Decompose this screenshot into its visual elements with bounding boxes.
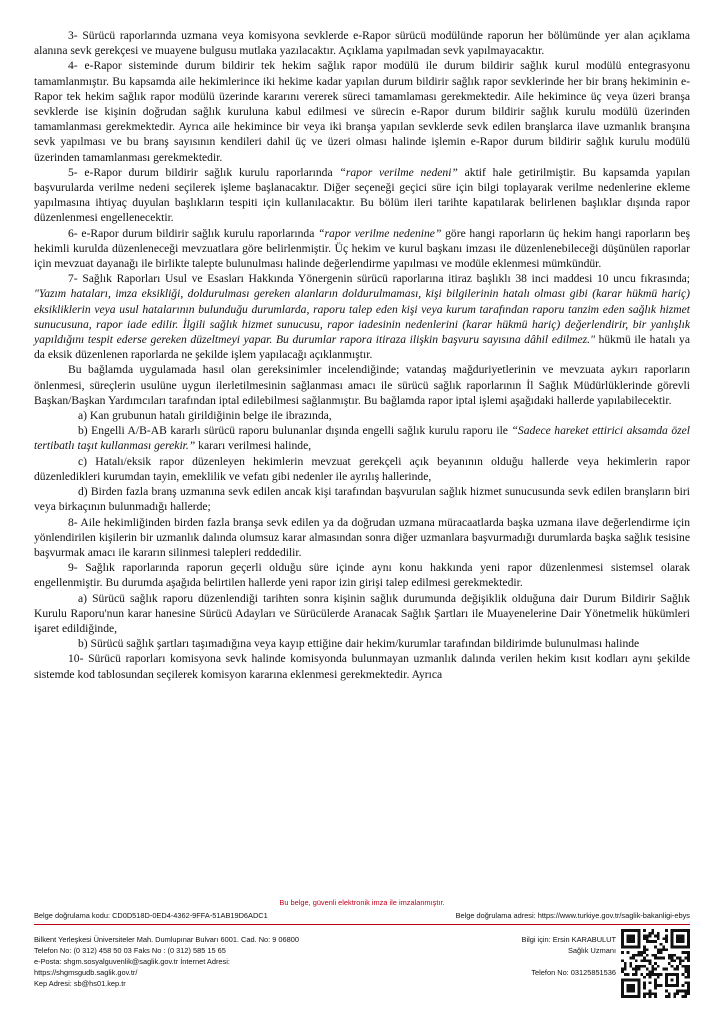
contact-person: Bilgi için: Ersin KARABULUT: [521, 935, 616, 944]
p7-text-c: hükmü ile hatalı ya da eksik düzenlenen raporlarda ne şekilde işlem yapılacağı açıklanmıştır.: [34, 333, 690, 362]
list-item-c: c) Hatalı/eksik rapor düzenleyen hekimlerin mevzuat gerekçeli açık beyanının olduğu hallerde veya hekimlerin rapor düzenledikleri kurumdan tayin, emeklilik ve vefatı gibi nedenler ile ayrılış hallerinde,: [34, 454, 690, 483]
paragraph-8: 8- Aile hekimliğinden birden fazla branşa sevk edilen ya da doğrudan uzmana müracaatlarda başka uzmana ilave değerlendirme için yönlendirilen kişilerin bir uzmanlık dalında olumsuz karar almasından sonra diğer uzmanlara başvurmadığı durumlarda başka sağlık tesisine başvurmak amacı ile kararın silinmesi talepleri reddedilir.: [34, 515, 690, 559]
verification-row: [34, 911, 690, 920]
footer-email[interactable]: e-Posta: shgm.sosyalguvenlik@saglik.gov.tr İnternet Adresi:: [34, 957, 230, 966]
qr-code-icon: [621, 929, 690, 998]
document-body: [34, 28, 690, 682]
p7-text-a: 7- Sağlık Raporları Usul ve Esasları Hakkında Yönergenin sürücü raporlarına itiraz başlıklı 38 inci maddesi 10 uncu fıkrasında;: [68, 272, 690, 286]
paragraph-9: 9- Sağlık raporlarında raporun geçerli olduğu süre içinde aynı konu hakkında yeni rapor düzenlenmesi sistemsel olarak engellenmiştir. Bu durumda aşağıda belirtilen hallerde yeni rapor izin girişi talep edilmesi gerekmektedir.: [34, 561, 690, 590]
footer-kep: Kep Adresi: sb@hs01.kep.tr: [34, 979, 126, 988]
p6-text-a: 6- e-Rapor durum bildirir sağlık kurulu raporlarında: [68, 226, 319, 240]
p5-text-c: aktif hale getirilmiştir. Bu kapsamda yapılan başvurularda verilme nedeni seçilerek işleme başlanacaktır. Diğer seçeneği geçici süre için bilgi toplayarak verilme nedenlerine ekleme yapılmasına ihtiyaç duyulan başlıkların tespiti için kullanılacaktır. Bu bölüm ileri tarihte kapatılarak belirlenen başlıklar dışında rapor düzenlenmesi engellenecektir.: [34, 165, 690, 225]
contact-phone: Telefon No: 03125851536: [531, 968, 616, 977]
p6-quote: “rapor verilme nedenine”: [318, 226, 442, 240]
paragraph-7: [34, 271, 690, 362]
item-b-text-c: kararı verilmesi halinde,: [195, 439, 312, 453]
p5-quote: “rapor verilme nedeni”: [339, 165, 458, 179]
footer-divider: [34, 924, 690, 925]
paragraph-context: Bu bağlamda uygulamada hasıl olan gereksinimler incelendiğinde; vatandaş mağduriyetlerinin ve mevzuata aykırı raporların önlenmesi, süreçlerin usulüne uygun ilerletilmesinin sağlanması amacı ile sürücü sağlık raporlarının İl Sağlık Müdürlüklerinde görevli Başkan/Başkan Yardımcıları tarafından iptal edilebilmesi sağlanmıştır. Bu bağlamda rapor iptal işlemi aşağıdaki hallerde yapılabilecektir.: [34, 363, 690, 407]
contact-title: Sağlık Uzmanı: [567, 946, 616, 955]
esign-notice: Bu belge, güvenli elektronik imza ile imzalanmıştır.: [279, 898, 445, 907]
footer-website[interactable]: https://shgmsgudb.saglik.gov.tr/: [34, 968, 138, 977]
p6-text-c: göre hangi raporların üç hekim hangi raporların beş hekimli kurulda düzenleneceği mevzuatlara göre belirlenmiştir. Üç hekim ve kurul başkanı imzası ile düzenlenebileceği düşünülen raporlar için mevzuat dayanağı ile birlikte talepte bulunulması halinde değerlendirme yapılması ve modüle eklenmesi mümkündür.: [34, 226, 690, 271]
item-b-text-a: b) Engelli A/B-AB kararlı sürücü raporu bulunanlar dışında engelli sağlık kurulu raporu ile: [78, 424, 512, 438]
list-item-d: d) Birden fazla branş uzmanına sevk edilen ancak kişi tarafından başvurulan sağlık hizmet sunucusunda sevk edilen branşların biri veya birkaçının bulunmadığı hallerde;: [34, 485, 690, 514]
paragraph-4: 4- e-Rapor sisteminde durum bildirir tek hekim sağlık rapor modülü ile durum bildirir sağlık kurul modülü entegrasyonu tamamlanmıştır. Bu kapsamda aile hekimlerince iki hekime kadar yapılan durum bildirir sağlık rapor sevklerinde her bir branş hekiminin e-Rapor tek hekim sağlık rapor modülü üzerinde kararını vererek süreci tamamlaması gerekmektedir. Aile hekimince üç veya üzeri branşa sevklerde ise kişinin doğrudan sağlık kuruluna kabul edilmesi ve sürecin e-Rapor durum bildirir sağlık kurulu modülü üzerinden tamamlanması gerekmektedir. Ayrıca aile hekimince bir veya iki branşa yapılan sevklerde sevk edilen branşlarca ilave uzmanlık branşına sevk yapılması ve bu branş sayısının kendileri dahil üç ve üzeri olması halinde işlemin e-Rapor durum bildirir sağlık kurulu modülü üzerinden tamamlanması gerekmektedir.: [34, 59, 690, 164]
footer-address-block: [34, 934, 414, 989]
paragraph-6: [34, 226, 690, 272]
p5-text-a: 5- e-Rapor durum bildirir sağlık kurulu raporlarında: [68, 165, 340, 179]
p7-quote: "Yazım hataları, imza eksikliği, doldurulması gereken alanların doldurulmaması, kişi bilgilerinin hatalı olması gibi (karar hükmü hariç) eksikliklerin veya usul hatalarının bulunduğu durumlarda, raporu talep eden kişi veya kurum tarafından raporu tanzim eden sağlık hizmet sunucusuna, rapor iade edilir. İlgili sağlık hizmet sunucusu, rapor iadesinin nedenlerini (karar hükmü hariç) değerlendirir, bir yanlışlık yapıldığını tespit ederse gereken düzeltmeyi yapar. Bu durumlar rapora itiraza ilişkin başvuru sayısına dâhil edilmez.": [34, 287, 690, 347]
item-b-quote: “Sadece hareket ettirici aksamda özel tertibatlı taşıt kullanması gerekir.”: [34, 424, 690, 453]
paragraph-9a: a) Sürücü sağlık raporu düzenlendiği tarihten sonra kişinin sağlık durumunda değişiklik olduğuna dair Durum Bildirir Sağlık Kurulu Raporu'nun karar hanesine Sürücü Adayları ve Sürücülerde Aranacak Sağlık Şartları ile Muayenelerine Dair Yönetmelik hükümleri işaret edildiğinde,: [34, 591, 690, 635]
verify-url[interactable]: Belge doğrulama adresi: https://www.turkiye.gov.tr/saglik-bakanligi-ebys: [455, 911, 690, 920]
footer-phone-fax: Telefon No: (0 312) 458 50 03 Faks No : (0 312) 585 15 65: [34, 946, 226, 955]
footer-contact-block: [478, 934, 616, 978]
paragraph-5: [34, 165, 690, 226]
list-item-a: a) Kan grubunun hatalı girildiğinin belge ile ibrazında,: [78, 409, 332, 423]
footer-address: Bilkent Yerleşkesi Üniversiteler Mah. Dumlupınar Bulvarı 6001. Cad. No: 9 06800: [34, 935, 299, 944]
paragraph-9b: b) Sürücü sağlık şartları taşımadığına veya kayıp ettiğine dair hekim/kurumlar tarafından bildirimde bulunulması halinde: [78, 637, 640, 651]
paragraph-10: 10- Sürücü raporları komisyona sevk halinde komisyonda bulunmayan uzmanlık dalında verilen hekim kısıt kodları aynı şekilde sistemde kod tablosundan seçilerek komisyon kararına eklenmesi gerekmektedir. Ayrıca: [34, 652, 690, 681]
verify-code: Belge doğrulama kodu: CD0D518D-0ED4-4362-9FFA-51AB19D6ADC1: [34, 911, 268, 920]
paragraph-3: 3- Sürücü raporlarında uzmana veya komisyona sevklerde e-Rapor sürücü modülünde raporun her bölümünde yer alan açıklama alanına sevk gerekçesi ve muayene bulgusu mutlaka yazılacaktır. Açıklama yapılmadan sevk yapılmayacaktır.: [34, 29, 690, 58]
list-item-b: [34, 423, 690, 453]
